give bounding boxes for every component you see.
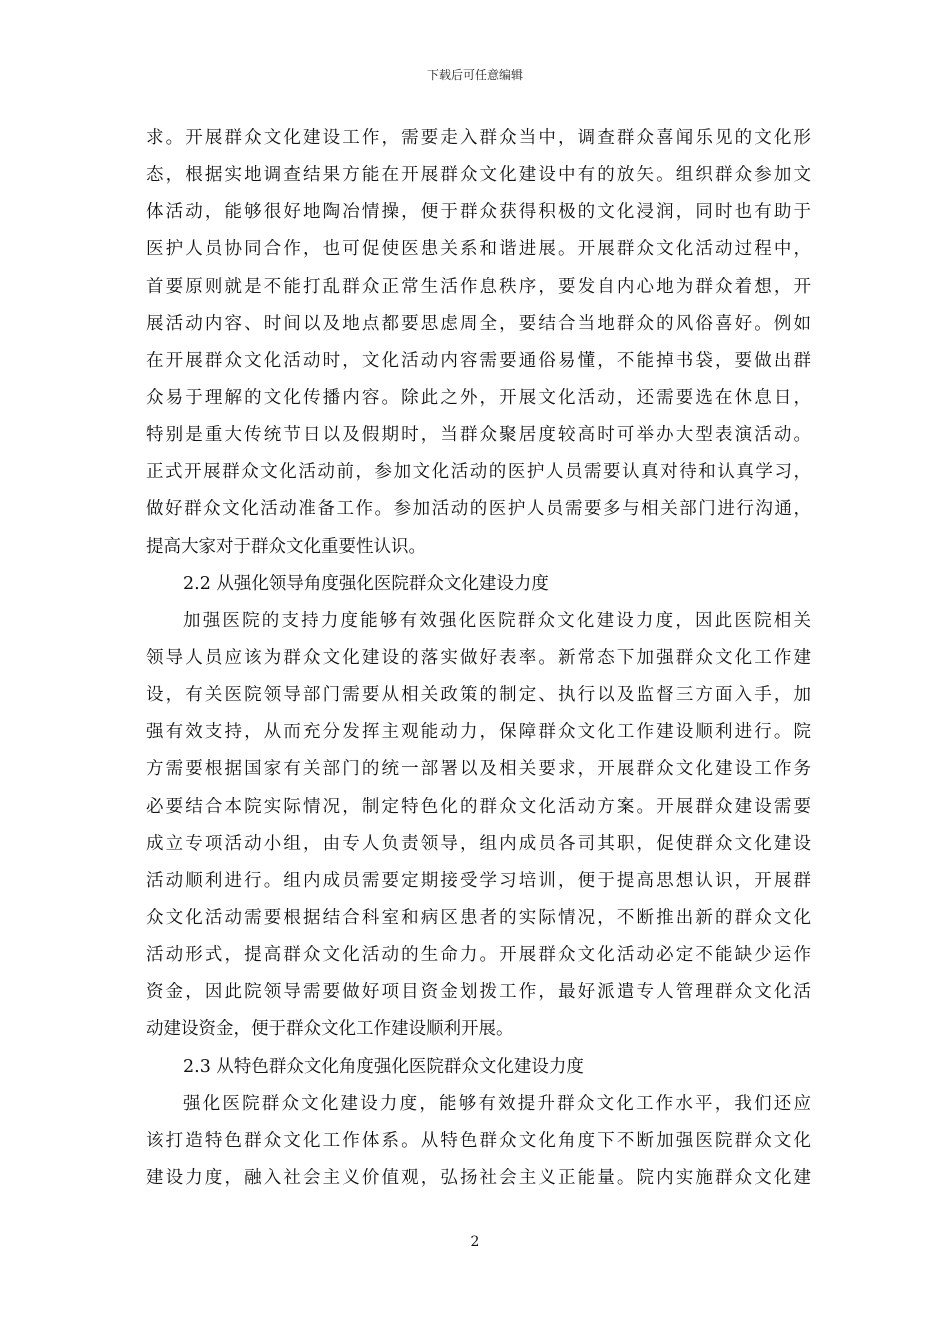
page-number: 2 [470, 1234, 480, 1250]
text-line: 众易于理解的文化传播内容。除此之外，开展文化活动，还需要选在休息日， [146, 387, 811, 408]
text-line: 建设力度，融入社会主义价值观，弘扬社会主义正能量。院内实施群众文化建 [146, 1167, 811, 1188]
text-line: 展活动内容、时间以及地点都要思虑周全，要结合当地群众的风俗喜好。例如 [146, 313, 811, 334]
text-line: 活动顺利进行。组内成员需要定期接受学习培训，便于提高思想认识，开展群 [146, 870, 811, 891]
text-line: 领导人员应该为群众文化建设的落实做好表率。新常态下加强群众文化工作建 [146, 647, 811, 668]
text-line: 提高大家对于群众文化重要性认识。 [146, 536, 426, 557]
text-line: 体活动，能够很好地陶冶情操，便于群众获得积极的文化浸润，同时也有助于 [146, 202, 811, 223]
text-line: 做好群众文化活动准备工作。参加活动的医护人员需要多与相关部门进行沟通， [146, 499, 811, 520]
text-line: 特别是重大传统节日以及假期时，当群众聚居度较高时可举办大型表演活动。 [146, 425, 811, 446]
page-header: 下载后可任意编辑 [426, 68, 523, 82]
paragraph [146, 1086, 811, 1197]
text-line: 态，根据实地调查结果方能在开展群众文化建设中有的放矢。组织群众参加文 [146, 165, 811, 186]
text-line: 活动形式，提高群众文化活动的生命力。开展群众文化活动必定不能缺少运作 [146, 945, 811, 966]
text-line: 强有效支持，从而充分发挥主观能动力，保障群众文化工作建设顺利进行。院 [146, 722, 811, 743]
text-line: 医护人员协同合作，也可促使医患关系和谐进展。开展群众文化活动过程中， [146, 239, 811, 260]
paragraph [146, 120, 811, 566]
text-line: 众文化活动需要根据结合科室和病区患者的实际情况，不断推出新的群众文化 [146, 907, 811, 928]
text-line: 设，有关医院领导部门需要从相关政策的制定、执行以及监督三方面入手，加 [146, 685, 811, 706]
section-heading: 2.3 从特色群众文化角度强化医院群众文化建设力度 [183, 1056, 584, 1077]
text-line: 加强医院的支持力度能够有效强化医院群众文化建设力度，因此医院相关 [183, 610, 811, 631]
text-line: 动建设资金，便于群众文化工作建设顺利开展。 [146, 1019, 514, 1040]
text-line: 必要结合本院实际情况，制定特色化的群众文化活动方案。开展群众建设需要 [146, 796, 811, 817]
text-line: 资金，因此院领导需要做好项目资金划拨工作，最好派遣专人管理群众文化活 [146, 982, 811, 1003]
text-line: 该打造特色群众文化工作体系。从特色群众文化角度下不断加强医院群众文化 [146, 1130, 811, 1151]
text-line: 首要原则就是不能打乱群众正常生活作息秩序，要发自内心地为群众着想，开 [146, 276, 811, 297]
text-line: 正式开展群众文化活动前，参加文化活动的医护人员需要认真对待和认真学习， [146, 462, 811, 483]
text-line: 在开展群众文化活动时，文化活动内容需要通俗易懂，不能掉书袋，要做出群 [146, 350, 811, 371]
section-heading: 2.2 从强化领导角度强化医院群众文化建设力度 [183, 573, 549, 594]
text-line: 求。开展群众文化建设工作，需要走入群众当中，调查群众喜闻乐见的文化形 [146, 128, 811, 148]
text-line: 强化医院群众文化建设力度，能够有效提升群众文化工作水平，我们还应 [183, 1093, 811, 1114]
text-line: 成立专项活动小组，由专人负责领导，组内成员各司其职，促使群众文化建设 [146, 833, 811, 854]
paragraph [146, 603, 811, 1049]
document-body [146, 120, 811, 1197]
text-line: 方需要根据国家有关部门的统一部署以及相关要求，开展群众文化建设工作务 [146, 759, 811, 780]
